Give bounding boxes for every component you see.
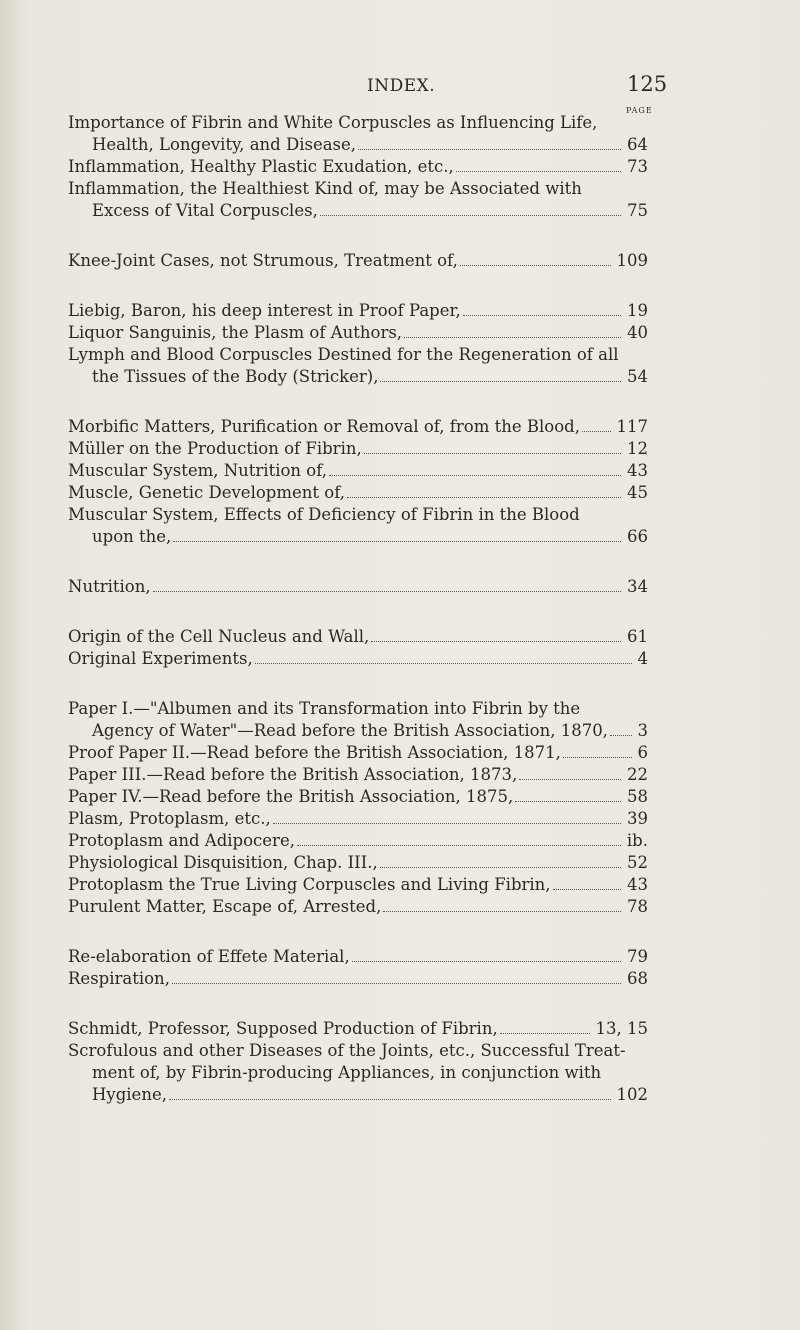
- entry-page-number: 45: [627, 483, 648, 502]
- entry-page-number: 34: [627, 577, 648, 596]
- index-entry: [68, 698, 648, 742]
- dot-leader: [563, 757, 632, 758]
- index-entry: [68, 112, 648, 156]
- index-entry: [68, 1018, 648, 1040]
- entry-page-number: 54: [627, 367, 648, 386]
- entry-text: Knee-Joint Cases, not Strumous, Treatment of,: [68, 251, 458, 270]
- index-entry: [68, 648, 648, 670]
- entry-text: Nutrition,: [68, 577, 151, 596]
- dot-leader: [364, 453, 621, 454]
- entry-text: Liebig, Baron, his deep interest in Proof Paper,: [68, 301, 461, 320]
- entry-text: Plasm, Protoplasm, etc.,: [68, 809, 271, 828]
- dot-leader: [553, 889, 621, 890]
- index-group: [68, 1018, 648, 1106]
- index-entry: [68, 322, 648, 344]
- dot-leader: [582, 431, 611, 432]
- entry-text: Paper IV.—Read before the British Association, 1875,: [68, 787, 514, 806]
- dot-leader: [358, 149, 621, 150]
- index-entry: [68, 178, 648, 222]
- entry-text-line: ment of, by Fibrin-producing Appliances, in conjunction with: [92, 1063, 602, 1082]
- dot-leader: [456, 171, 621, 172]
- index-entry: [68, 742, 648, 764]
- page-header: [0, 72, 800, 102]
- index-entry: [68, 156, 648, 178]
- index-entry: [68, 852, 648, 874]
- entry-page-number: 52: [627, 853, 648, 872]
- index-entry: [68, 438, 648, 460]
- entry-page-number: 39: [627, 809, 648, 828]
- entry-text: Paper III.—Read before the British Association, 1873,: [68, 765, 518, 784]
- index-group: [68, 576, 648, 598]
- entry-text: the Tissues of the Body (Stricker),: [92, 367, 379, 386]
- page-column-label: PAGE: [626, 106, 653, 115]
- index-group: [68, 698, 648, 918]
- index-group: [68, 250, 648, 272]
- entry-text: Morbific Matters, Purification or Removal of, from the Blood,: [68, 417, 580, 436]
- dot-leader: [371, 641, 621, 642]
- index-entry: [68, 968, 648, 990]
- entry-page-number: 43: [627, 461, 648, 480]
- index-entry: [68, 250, 648, 272]
- entry-page-number: 64: [627, 135, 648, 154]
- entry-page-number: 66: [627, 527, 648, 546]
- entry-text: Physiological Disquisition, Chap. III.,: [68, 853, 378, 872]
- entry-text-line: Lymph and Blood Corpuscles Destined for the Regeneration of all: [68, 345, 619, 364]
- entry-text: Respiration,: [68, 969, 170, 988]
- entry-page-number: 75: [627, 201, 648, 220]
- index-group: [68, 626, 648, 670]
- entry-text: Origin of the Cell Nucleus and Wall,: [68, 627, 370, 646]
- index-entry: [68, 300, 648, 322]
- entry-text: upon the,: [92, 527, 172, 546]
- dot-leader: [297, 845, 621, 846]
- entry-page-number: 19: [627, 301, 648, 320]
- entry-page-number: 43: [627, 875, 648, 894]
- entry-page-number: 3: [637, 721, 648, 740]
- entry-page-number: 109: [616, 251, 648, 270]
- dot-leader: [169, 1099, 611, 1100]
- dot-leader: [519, 779, 621, 780]
- page-number: 125: [627, 72, 668, 96]
- entry-page-number: 117: [616, 417, 648, 436]
- entry-text: Liquor Sanguinis, the Plasm of Authors,: [68, 323, 403, 342]
- dot-leader: [320, 215, 621, 216]
- entry-page-number: 22: [627, 765, 648, 784]
- page-title: INDEX.: [367, 76, 436, 96]
- entry-page-number: 6: [637, 743, 648, 762]
- dot-leader: [352, 961, 621, 962]
- entry-text: Protoplasm the True Living Corpuscles and Living Fibrin,: [68, 875, 551, 894]
- index-entry: [68, 416, 648, 438]
- entry-text-line: Scrofulous and other Diseases of the Joints, etc., Successful Treat-: [68, 1041, 626, 1060]
- index-entry: [68, 764, 648, 786]
- entry-text: Hygiene,: [92, 1085, 167, 1104]
- dot-leader: [460, 265, 611, 266]
- dot-leader: [380, 381, 621, 382]
- index-entry: [68, 482, 648, 504]
- entry-text: Health, Longevity, and Disease,: [92, 135, 357, 154]
- index-group: [68, 946, 648, 990]
- index-entry: [68, 830, 648, 852]
- index-entry: [68, 874, 648, 896]
- entry-text: Inflammation, Healthy Plastic Exudation, etc.,: [68, 157, 454, 176]
- entry-text: Purulent Matter, Escape of, Arrested,: [68, 897, 382, 916]
- dot-leader: [273, 823, 621, 824]
- dot-leader: [500, 1033, 590, 1034]
- index-entry: [68, 1040, 648, 1106]
- dot-leader: [153, 591, 621, 592]
- index-entry: [68, 460, 648, 482]
- entry-text: Agency of Water"—Read before the British Association, 1870,: [92, 721, 608, 740]
- dot-leader: [255, 663, 632, 664]
- entry-page-number: 4: [637, 649, 648, 668]
- dot-leader: [347, 497, 621, 498]
- entry-page-number: 13, 15: [595, 1019, 648, 1038]
- entry-text: Excess of Vital Corpuscles,: [92, 201, 318, 220]
- dot-leader: [610, 735, 632, 736]
- entry-text: Protoplasm and Adipocere,: [68, 831, 295, 850]
- entry-page-number: 12: [627, 439, 648, 458]
- entry-text-line: Muscular System, Effects of Deficiency of Fibrin in the Blood: [68, 505, 580, 524]
- dot-leader: [380, 867, 621, 868]
- entry-text: Muscular System, Nutrition of,: [68, 461, 327, 480]
- entry-page-number: 79: [627, 947, 648, 966]
- dot-leader: [173, 541, 621, 542]
- entry-text: Muscle, Genetic Development of,: [68, 483, 345, 502]
- entry-text-line: Inflammation, the Healthiest Kind of, may be Associated with: [68, 179, 582, 198]
- dot-leader: [329, 475, 621, 476]
- entry-page-number: ib.: [626, 831, 648, 850]
- entry-page-number: 78: [627, 897, 648, 916]
- index-group: [68, 416, 648, 548]
- entry-page-number: 68: [627, 969, 648, 988]
- entry-text-line: Paper I.—"Albumen and its Transformation into Fibrin by the: [68, 699, 581, 718]
- index-group: [68, 300, 648, 388]
- entry-page-number: 58: [627, 787, 648, 806]
- index-entry: [68, 786, 648, 808]
- index-entry: [68, 504, 648, 548]
- dot-leader: [172, 983, 621, 984]
- dot-leader: [383, 911, 621, 912]
- dot-leader: [463, 315, 621, 316]
- entry-text: Re-elaboration of Effete Material,: [68, 947, 350, 966]
- index-entry: [68, 344, 648, 388]
- entry-page-number: 40: [627, 323, 648, 342]
- index-entry: [68, 576, 648, 598]
- entry-page-number: 61: [627, 627, 648, 646]
- index-group: [68, 112, 648, 222]
- index-entry: [68, 626, 648, 648]
- dot-leader: [404, 337, 621, 338]
- entry-text: Original Experiments,: [68, 649, 253, 668]
- dot-leader: [515, 801, 621, 802]
- index-entry: [68, 808, 648, 830]
- entry-text: Müller on the Production of Fibrin,: [68, 439, 362, 458]
- index-entry: [68, 946, 648, 968]
- entry-text: Proof Paper II.—Read before the British Association, 1871,: [68, 743, 561, 762]
- entry-page-number: 73: [627, 157, 648, 176]
- index-entry: [68, 896, 648, 918]
- entry-text-line: Importance of Fibrin and White Corpuscles as Influencing Life,: [68, 113, 598, 132]
- entry-page-number: 102: [616, 1085, 648, 1104]
- entry-text: Schmidt, Professor, Supposed Production of Fibrin,: [68, 1019, 498, 1038]
- index-entries: [68, 112, 648, 1134]
